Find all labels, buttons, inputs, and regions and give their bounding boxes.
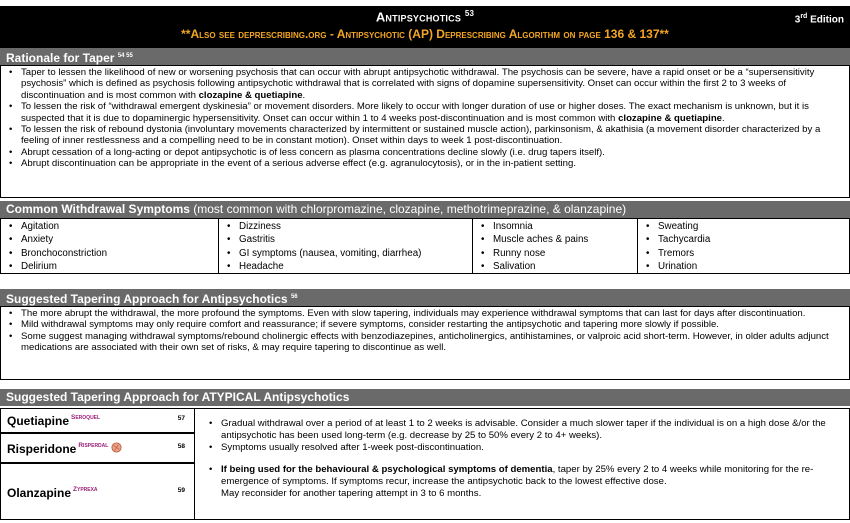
rationale-item: • Taper to lessen the likelihood of new or worsening psychosis that can occur with abrupt antipsychotic withdrawal. The psychosis can be severe, have a rapid onset or be a “supersensitivity psychosis” which is defined as psychosis following antipsychotic withdrawal that is correlated with signs of dopamine supersensitivity. Onset can occur within the first 2 to 3 weeks of discontinuation and is most common with clozapine & quetiapine. [21,67,843,101]
page-subtitle: **Also see deprescribing.org - Antipsychotic (AP) Deprescribing Algorithm on page 136 & 137** [181,27,669,41]
symptom-item: • Insomnia [493,220,631,233]
tapering-box [0,306,850,380]
symptom-item: • Headache [239,260,466,273]
symptom-item: • Sweating [658,220,843,233]
symptom-item: • Bronchoconstriction [21,247,212,260]
drug-brand: Risperdal [78,442,109,449]
symptom-item: • Delirium [21,260,212,273]
drug-page-ref: 57 [177,415,185,422]
drug-name: Olanzapine [7,486,72,500]
symptom-column [638,219,849,273]
tapering-item: • Some suggest managing withdrawal symptoms/rebound cholinergic effects with benzodiazepines, anticholinergics, antihistamines, or valproic acid short-term. However, in older adults adjunct medications are associated with their own set of risks, & may require tapering to discontinue as well. [21,331,843,354]
page-title: Antipsychotics $^{53}$ [375,9,475,25]
symptom-item: • Urination [658,260,843,273]
symptom-column [219,219,473,273]
tapering-item: • Mild withdrawal symptoms may only require comfort and reassurance; if severe symptoms, consider restarting the antipsychotic and tapering more slowly if possible. [21,319,843,330]
symptom-column [1,219,219,273]
symptom-item: • Anxiety [21,233,212,246]
symptom-item: • Agitation [21,220,212,233]
withdrawal-heading: Common Withdrawal Symptoms (most common with chlorpromazine, clozapine, methotrimeprazine, & olanzapine) [0,201,850,218]
drug-brand: Seroquel [71,414,101,421]
symptom-column [473,219,638,273]
drug-row-quetiapine [0,408,195,433]
symptom-item: • Muscle aches & pains [493,233,631,246]
edition-label: 3rd Edition [794,13,844,26]
tapering-heading: Suggested Tapering Approach for Antipsychotics $^{56}$ [0,289,850,306]
drug-row-olanzapine [0,463,195,520]
rationale-item: • Abrupt cessation of a long-acting or depot antipsychotic is of less concern as plasma concentrations decline slowly (i.e. drug tapers itself). [21,147,843,158]
drug-page-ref: 59 [177,487,185,494]
drug-name: Risperidone [7,442,77,456]
withdrawal-box [0,218,850,274]
rationale-heading: Rationale for Taper $^{54 55}$ [0,48,850,65]
symptom-item: • Tachycardia [658,233,843,246]
atypical-item: • Symptoms usually resolved after 1-week post-discontinuation. [221,442,843,454]
drug-name: Quetiapine [7,414,70,428]
drug-list [0,408,195,520]
drug-page-ref: 58 [177,443,185,450]
symptom-item: • Dizziness [239,220,466,233]
drug-brand: Zyprexa [73,486,98,493]
atypical-table [0,408,850,520]
symptom-item: • Salivation [493,260,631,273]
rationale-item: • To lessen the risk of “withdrawal emergent dyskinesia” or movement disorders. More likely to occur with longer duration of use or higher doses. The exact mechanism is unknown, but it is suspected that it is due to dopaminergic hypersensitivity. Onset can occur within 1 to 4 weeks post-discontinuation and is most common with clozapine & quetiapine. [21,101,843,124]
rationale-item: • Abrupt discontinuation can be appropriate in the event of a serious adverse effect (e.g. agranulocytosis), or in the in-patient setting. [21,158,843,169]
symptom-item: • Runny nose [493,247,631,260]
dementia-item: • If being used for the behavioural & psychological symptoms of dementia, taper by 25% every 2 to 4 weeks while monitoring for the re-emergence of symptoms. If symptoms recur, increase the antipsychotic back to the lowest effective dose. May reconsider for another tapering attempt in 3 to 6 months. [221,464,843,501]
atypical-item: • Gradual withdrawal over a period of at least 1 to 2 weeks is advisable. Consider a much slower taper if the individual is on a high dose &/or the antipsychotic has been used long-term (e.g. decrease by 25 to 50% every 2 to 4+ weeks). [221,418,843,442]
rationale-item: • To lessen the risk of rebound dystonia (involuntary movements characterized by intermittent or sustained muscle action), parkinsonism, & akathisia (a movement disorder characterized by a feeling of inner restlessness and a compelling need to be in constant motion). Onset within days to week 1 post-discontinuation. [21,124,843,147]
drug-row-risperidone [0,433,195,463]
rationale-box [0,65,850,198]
symptom-item: • GI symptoms (nausea, vomiting, diarrhea) [239,247,466,260]
symptom-item: • Gastritis [239,233,466,246]
atypical-guidance [195,408,850,520]
tapering-item: • The more abrupt the withdrawal, the more profound the symptoms. Even with slow tapering, individuals may experience withdrawal symptoms that can last for days after discontinuation. [21,308,843,319]
symptom-item: • Tremors [658,247,843,260]
atypical-heading: Suggested Tapering Approach for ATYPICAL Antipsychotics [0,389,850,406]
rationale-list [1,67,849,170]
title-bar [0,6,850,48]
dissolving-tablet-icon [111,442,122,453]
